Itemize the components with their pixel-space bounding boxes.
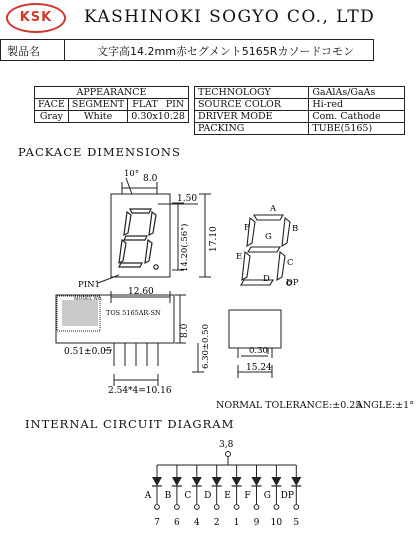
- appearance-title: APPEARANCE: [35, 87, 189, 99]
- pin-number-label: 4: [193, 518, 200, 528]
- dim-8-0-side-label: 8.0: [180, 323, 190, 338]
- pin-number-label: 9: [253, 518, 260, 528]
- pin-terminal: [214, 505, 219, 510]
- dim-1-50-label: 1.50: [177, 194, 198, 204]
- ksk-logo: [6, 3, 66, 33]
- spec-value: TUBE(5165): [309, 123, 405, 135]
- diode-array: [144, 465, 302, 528]
- product-name-value: 文字高14.2mm赤セグメント5165Rカソードコモン: [97, 45, 355, 58]
- diode-symbol: [152, 477, 162, 486]
- dim-17-10-label: 17.10: [209, 226, 219, 252]
- appearance-table: [34, 86, 189, 123]
- header-flat: FLAT: [128, 99, 162, 111]
- model-label: MODEL NO.: [74, 297, 103, 302]
- segment-label: A: [144, 491, 152, 501]
- segment-label: E: [224, 491, 231, 501]
- seg-label-c: C: [287, 258, 294, 268]
- segment-label: D: [204, 491, 212, 501]
- pin-terminal: [234, 505, 239, 510]
- spec-label: SOURCE COLOR: [195, 99, 309, 111]
- dim-0-51-label: 0.51±0.05: [64, 347, 112, 357]
- product-name-box: [0, 39, 374, 61]
- segment-label: G: [263, 491, 272, 501]
- pin-terminal: [254, 505, 259, 510]
- normal-tolerance: NORMAL TOLERANCE:±0.25: [216, 400, 362, 411]
- pin1-label: PIN1: [78, 280, 100, 290]
- seg-label-d: D: [263, 274, 270, 284]
- dim-12-60-label: 12.60: [128, 287, 154, 297]
- package-dimensions-title: PACKACE DIMENSIONS: [18, 145, 181, 159]
- diode-symbol: [291, 477, 301, 486]
- dim-6-30-label: 6.30±0.50: [201, 324, 211, 369]
- segment-label: DP: [280, 491, 294, 501]
- diode-symbol: [232, 477, 242, 486]
- pin-number-label: 2: [213, 518, 220, 528]
- seg-label-b: B: [292, 224, 299, 234]
- product-name-divider: [64, 40, 65, 60]
- logo-text: KSK: [19, 10, 53, 25]
- pin-terminal: [194, 505, 199, 510]
- diode-symbol: [192, 477, 202, 486]
- cell-segment: White: [68, 111, 127, 123]
- dim-8-0-label: 8.0: [143, 174, 158, 184]
- part-number-label: TOS 5165AR-SN: [106, 309, 161, 317]
- front-view-digit: [119, 209, 158, 269]
- diode-symbol: [212, 477, 222, 486]
- spec-value: Hi-red: [309, 99, 405, 111]
- diode-symbol: [271, 477, 281, 486]
- common-pin-label: 3,8: [219, 440, 234, 450]
- spec-value: Com. Cathode: [309, 111, 405, 123]
- diode-symbol: [172, 477, 182, 486]
- pin-number-label: 7: [154, 518, 160, 528]
- diode-symbol: [252, 477, 262, 486]
- pin-number-label: 10: [270, 518, 283, 528]
- document-header: [0, 0, 374, 62]
- company-name: KASHINOKI SOGYO CO., LTD: [84, 7, 376, 27]
- internal-circuit-diagram: [0, 432, 418, 550]
- cell-face: Gray: [35, 111, 69, 123]
- pin-terminal: [274, 505, 279, 510]
- cell-flat-pin: 0.30x10.28: [128, 111, 189, 123]
- segment-label: C: [184, 491, 192, 501]
- internal-circuit-title: INTERNAL CIRCUIT DIAGRAM: [25, 417, 235, 431]
- pin-number-label: 5: [293, 518, 300, 528]
- seg-label-f: F: [244, 223, 250, 233]
- angle-label: 10°: [124, 169, 140, 179]
- package-dimensions-drawing: [0, 160, 418, 418]
- seg-label-e: E: [236, 252, 243, 262]
- pin-number-label: 1: [233, 518, 240, 528]
- dim-15-24-label: 15.24: [246, 363, 272, 373]
- spec-table: [194, 86, 405, 135]
- seg-label-g: G: [265, 232, 272, 242]
- spec-value: GaAlAs/GaAs: [309, 87, 405, 99]
- header-face: FACE: [35, 99, 69, 111]
- pin-terminal: [155, 505, 160, 510]
- seg-label-dp: DP: [286, 278, 299, 288]
- segment-label: F: [244, 491, 251, 501]
- dim-0-30-label: 0.30: [249, 346, 268, 356]
- spec-label: DRIVER MODE: [195, 111, 309, 123]
- angle-tolerance: ANGLE:±1°: [356, 400, 414, 411]
- header-segment: SEGMENT: [68, 99, 127, 111]
- seg-label-a: A: [270, 204, 277, 214]
- spec-label: TECHNOLOGY: [195, 87, 309, 99]
- pin-terminal: [175, 505, 180, 510]
- pin-number-label: 6: [174, 518, 180, 528]
- pin-terminal: [294, 505, 299, 510]
- product-name-label: 製品名: [7, 45, 40, 58]
- segment-label: B: [164, 491, 172, 501]
- header-pin: PIN: [162, 99, 189, 111]
- spec-label: PACKING: [195, 123, 309, 135]
- dim-pitch-label: 2.54*4=10.16: [108, 386, 172, 396]
- side-view-body: [229, 310, 281, 348]
- dim-14-20-label: 14.20(.56"): [180, 223, 190, 272]
